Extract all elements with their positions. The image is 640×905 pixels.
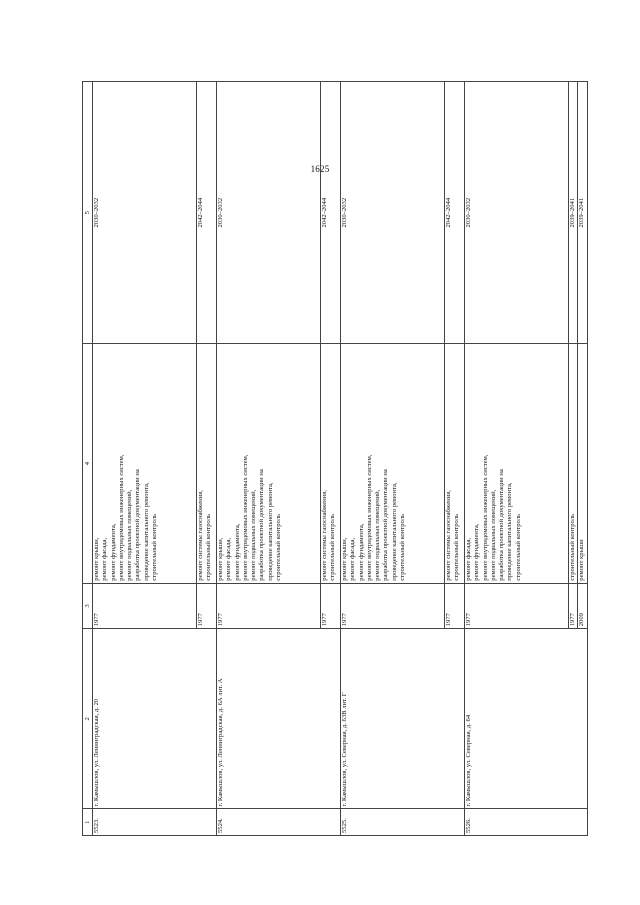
period-cell: 2030–2032 bbox=[93, 82, 197, 344]
period-cell: 2039–2041 bbox=[569, 82, 578, 344]
header-col-3: 3 bbox=[83, 583, 93, 629]
year-cell: 1977 bbox=[321, 583, 341, 629]
works-cell bbox=[465, 344, 569, 583]
header-col-1: 1 bbox=[83, 809, 93, 836]
work-item: проведение капитального ремонта, bbox=[266, 482, 274, 581]
work-item: ремонт крыши bbox=[578, 539, 586, 581]
year-cell: 1977 bbox=[93, 583, 197, 629]
period-cell: 2030–2032 bbox=[341, 82, 445, 344]
work-item: строительный контроль bbox=[514, 513, 522, 581]
work-item: ремонт крыши, bbox=[341, 537, 348, 581]
works-cell bbox=[445, 344, 465, 583]
work-item: строительный контроль bbox=[569, 513, 576, 581]
period-cell: 2042–2044 bbox=[197, 82, 217, 344]
period-cell: 2030–2032 bbox=[465, 82, 569, 344]
work-item: строительный контроль bbox=[151, 513, 159, 581]
work-item: ремонт фасада, bbox=[349, 537, 357, 581]
works-cell bbox=[93, 344, 197, 583]
work-item: ремонт системы газоснабжения, bbox=[197, 490, 204, 581]
work-item: строительный контроль bbox=[329, 513, 337, 581]
capital-repair-table bbox=[82, 81, 588, 836]
header-col-5: 5 bbox=[83, 82, 93, 344]
rotated-table-wrapper bbox=[82, 81, 587, 836]
page-number: 1625 bbox=[310, 164, 330, 174]
table-body bbox=[93, 82, 588, 836]
work-item: ремонт подвальных помещений, bbox=[126, 489, 134, 581]
work-item: разработка проектной документации на bbox=[498, 469, 506, 581]
work-item: разработка проектной документации на bbox=[258, 469, 266, 581]
address-cell: г. Камышлов, ул. Северная, д. 63В лит. Г bbox=[341, 629, 465, 809]
year-cell: 1977 bbox=[465, 583, 569, 629]
work-item: ремонт крыши, bbox=[93, 537, 100, 581]
works-cell bbox=[217, 344, 321, 583]
work-item: ремонт внутридомовых инженерных систем, bbox=[365, 454, 373, 581]
work-item: ремонт системы газоснабжения, bbox=[321, 490, 328, 581]
year-cell: 2009 bbox=[578, 583, 587, 629]
work-item: ремонт подвальных помещений, bbox=[374, 489, 382, 581]
work-item: ремонт фундамента, bbox=[357, 523, 365, 581]
year-cell: 1977 bbox=[197, 583, 217, 629]
work-item: разработка проектной документации на bbox=[382, 469, 390, 581]
period-cell: 2042–2044 bbox=[321, 82, 341, 344]
work-item: ремонт фундамента, bbox=[109, 523, 117, 581]
works-cell bbox=[321, 344, 341, 583]
work-item: ремонт фасада, bbox=[225, 537, 233, 581]
work-item: ремонт фасада, bbox=[465, 537, 472, 581]
work-item: строительный контроль bbox=[453, 513, 461, 581]
works-cell bbox=[341, 344, 445, 583]
table-row bbox=[93, 82, 197, 836]
works-cell bbox=[569, 344, 578, 583]
header-col-4: 4 bbox=[83, 344, 93, 583]
work-item: строительный контроль bbox=[399, 513, 407, 581]
work-item: ремонт подвальных помещений, bbox=[489, 489, 497, 581]
row-number: 5523. bbox=[93, 809, 217, 836]
work-item: строительный контроль bbox=[205, 513, 213, 581]
period-cell: 2042–2044 bbox=[445, 82, 465, 344]
row-number: 5524. bbox=[217, 809, 341, 836]
period-cell: 2039–2041 bbox=[578, 82, 587, 344]
header-row bbox=[83, 82, 93, 836]
work-item: ремонт крыши, bbox=[217, 537, 224, 581]
work-item: разработка проектной документации на bbox=[134, 469, 142, 581]
year-cell: 1977 bbox=[569, 583, 578, 629]
work-item: проведение капитального ремонта, bbox=[142, 482, 150, 581]
address-cell: г. Камышлов, ул. Северная, д. 64 bbox=[465, 629, 588, 809]
period-cell: 2030–2032 bbox=[217, 82, 321, 344]
year-cell: 1977 bbox=[341, 583, 445, 629]
table-row bbox=[465, 82, 569, 836]
work-item: проведение капитального ремонта, bbox=[506, 482, 514, 581]
work-item: ремонт системы газоснабжения, bbox=[445, 490, 452, 581]
work-item: ремонт фундамента, bbox=[473, 523, 481, 581]
works-cell bbox=[578, 344, 587, 583]
works-cell bbox=[197, 344, 217, 583]
address-cell: г. Камышлов, ул. Ленинградская, д. 6А лит. А bbox=[217, 629, 341, 809]
work-item: строительный контроль bbox=[275, 513, 283, 581]
row-number: 5526. bbox=[465, 809, 588, 836]
row-number: 5525. bbox=[341, 809, 465, 836]
work-item: ремонт фасада, bbox=[101, 537, 109, 581]
work-item: ремонт внутридомовых инженерных систем, bbox=[241, 454, 249, 581]
work-item: ремонт фундамента, bbox=[233, 523, 241, 581]
header-col-2: 2 bbox=[83, 629, 93, 809]
work-item: ремонт внутридомовых инженерных систем, bbox=[481, 454, 489, 581]
table-row bbox=[341, 82, 445, 836]
work-item: проведение капитального ремонта, bbox=[390, 482, 398, 581]
work-item: ремонт подвальных помещений, bbox=[250, 489, 258, 581]
year-cell: 1977 bbox=[445, 583, 465, 629]
year-cell: 1977 bbox=[217, 583, 321, 629]
table-row bbox=[217, 82, 321, 836]
address-cell: г. Камышлов, ул. Ленинградская, д. 20 bbox=[93, 629, 217, 809]
work-item: ремонт внутридомовых инженерных систем, bbox=[117, 454, 125, 581]
